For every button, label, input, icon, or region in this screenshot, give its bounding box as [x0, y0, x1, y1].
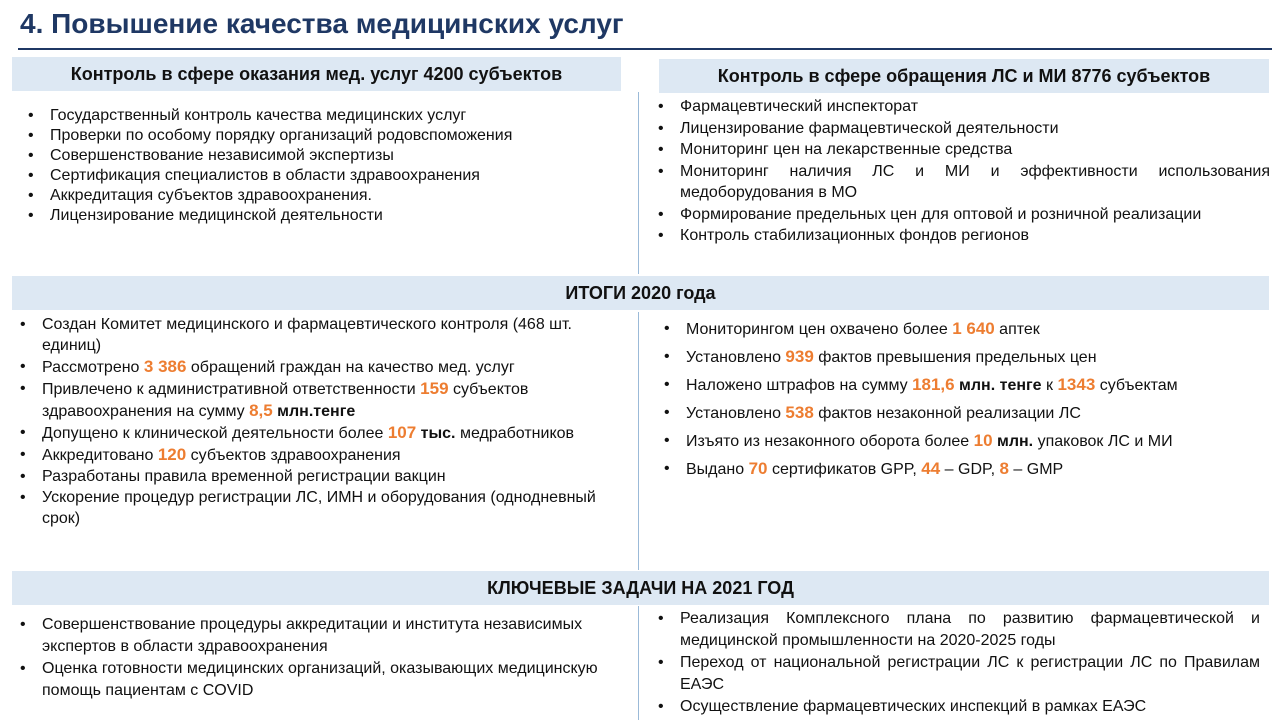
list-item: • Переход от национальной регистрации ЛС к регистрации ЛС по Правилам ЕАЭС — [650, 652, 1260, 696]
list-item: • Совершенствование процедуры аккредитации и института независимых экспертов в области здравоохранения — [12, 614, 617, 658]
tasks-left-list — [12, 614, 617, 702]
list-item: • Контроль стабилизационных фондов регионов — [650, 225, 1270, 247]
title-underline — [18, 48, 1272, 50]
list-item: • Мониторингом цен охвачено более 1 640 аптек — [656, 318, 1270, 340]
drugs-control-list — [650, 96, 1270, 247]
list-item: • Рассмотрено 3 386 обращений граждан на качество мед. услуг — [12, 356, 617, 378]
medical-services-list — [20, 106, 570, 226]
list-item: • Лицензирование фармацевтической деятельности — [650, 118, 1270, 140]
highlight-value: 8 — [999, 459, 1009, 478]
column-divider-bottom — [638, 606, 639, 720]
highlight-value: 538 — [785, 403, 814, 422]
list-item: • Совершенствование независимой экспертизы — [20, 146, 570, 166]
highlight-value: 1 640 — [952, 319, 995, 338]
list-item: • Установлено 538 фактов незаконной реализации ЛС — [656, 402, 1270, 424]
list-item: • Аккредитация субъектов здравоохранения. — [20, 186, 570, 206]
list-item: • Аккредитовано 120 субъектов здравоохранения — [12, 444, 617, 466]
list-item: • Проверки по особому порядку организаций родовспоможения — [20, 126, 570, 146]
list-item: • Установлено 939 фактов превышения предельных цен — [656, 346, 1270, 368]
list-item: • Оценка готовности медицинских организаций, оказывающих медицинскую помощь пациентам с COVID — [12, 658, 617, 702]
highlight-value: 181,6 — [912, 375, 955, 394]
list-item: • Выдано 70 сертификатов GPP, 44 – GDP, 8 – GMP — [656, 458, 1270, 480]
header-medical-services-control: Контроль в сфере оказания мед. услуг 4200 субъектов — [12, 57, 621, 91]
list-item: • Мониторинг цен на лекарственные средства — [650, 139, 1270, 161]
list-item: • Государственный контроль качества медицинских услуг — [20, 106, 570, 126]
header-drugs-control: Контроль в сфере обращения ЛС и МИ 8776 субъектов — [659, 59, 1269, 93]
list-item: • Изъято из незаконного оборота более 10 млн. упаковок ЛС и МИ — [656, 430, 1270, 452]
results-left-list — [12, 314, 617, 529]
list-item: • Привлечено к административной ответственности 159 субъектов здравоохранения на сумму 8,5 млн.тенге — [12, 378, 617, 422]
highlight-value: 8,5 — [249, 401, 273, 420]
highlight-value: 3 386 — [143, 357, 187, 376]
list-item: • Допущено к клинической деятельности более 107 тыс. медработников — [12, 422, 617, 444]
header-results-2020: ИТОГИ 2020 года — [12, 276, 1269, 310]
list-item: • Наложено штрафов на сумму 181,6 млн. тенге к 1343 субъектам — [656, 374, 1270, 396]
list-item: • Разработаны правила временной регистрации вакцин — [12, 466, 617, 487]
list-item: • Создан Комитет медицинского и фармацевтического контроля (468 шт. единиц) — [12, 314, 617, 356]
list-item: • Реализация Комплексного плана по развитию фармацевтической и медицинской промышленности на 2020-2025 годы — [650, 608, 1260, 652]
results-right-list — [656, 318, 1270, 486]
list-item: • Формирование предельных цен для оптовой и розничной реализации — [650, 204, 1270, 226]
highlight-value: 44 — [921, 459, 941, 478]
highlight-value: 939 — [785, 347, 814, 366]
highlight-value: 107 — [387, 423, 417, 442]
tasks-right-list — [650, 608, 1260, 718]
list-item: • Осуществление фармацевтических инспекций в рамках ЕАЭС — [650, 696, 1260, 718]
highlight-value: 159 — [420, 379, 449, 398]
highlight-value: 120 — [157, 445, 187, 464]
page-title: 4. Повышение качества медицинских услуг — [20, 8, 624, 39]
list-item: • Сертификация специалистов в области здравоохранения — [20, 166, 570, 186]
highlight-value: 10 — [973, 431, 993, 450]
list-item: • Лицензирование медицинской деятельности — [20, 206, 570, 226]
column-divider-top — [638, 92, 639, 274]
list-item: • Фармацевтический инспекторат — [650, 96, 1270, 118]
list-item: • Ускорение процедур регистрации ЛС, ИМН и оборудования (однодневный срок) — [12, 487, 617, 529]
highlight-value: 1343 — [1057, 375, 1096, 394]
list-item: • Мониторинг наличия ЛС и МИ и эффективности использования медоборудования в МО — [650, 161, 1270, 204]
header-key-tasks-2021: КЛЮЧЕВЫЕ ЗАДАЧИ НА 2021 ГОД — [12, 571, 1269, 605]
highlight-value: 70 — [748, 459, 768, 478]
column-divider-middle — [638, 312, 639, 570]
